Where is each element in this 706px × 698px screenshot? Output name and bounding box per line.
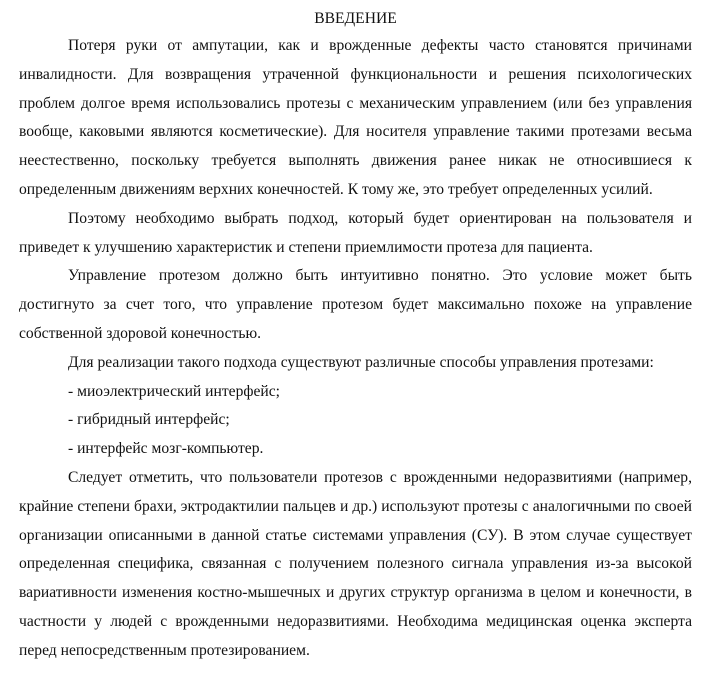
list-item-hybrid: - гибридный интерфейс; (68, 411, 230, 429)
document-title: ВВЕДЕНИЕ (314, 10, 397, 27)
paragraph-intuitive-control: Управление протезом должно быть интуитивно понятно. Это условие может быть достигнуто за счет того, что управление протезом будет максимально похоже на управление собственной здоровой конечностью. (19, 267, 692, 342)
paragraph-congenital: Следует отметить, что пользователи протезов с врожденными недоразвитиями (например, крайние степени брахи, эктродактилии пальцев и др.) используют протезы с аналогичными по своей организации описанными в данной статье системами управления (СУ). В этом случае существует определенная специфика, связанная с получением полезного сигнала управления из-за высокой вариативности изменения костно-мышечных и других структур организма в целом и конечности, в частности у людей с врожденными недоразвитиями. Необходима медицинская оценка эксперта перед непосредственным протезированием. (19, 468, 692, 659)
list-item-bci: - интерфейс мозг-компьютер. (68, 440, 264, 458)
document-page (19, 6, 692, 666)
list-intro: Для реализации такого подхода существуют различные способы управления протезами: (68, 353, 654, 371)
paragraph-approach: Поэтому необходимо выбрать подход, который будет ориентирован на пользователя и приведет к улучшению характеристик и степени приемлимости протеза для пациента. (19, 209, 692, 256)
list-item-myoelectric: - миоэлектрический интерфейс; (68, 382, 281, 400)
paragraph-amputation: Потеря руки от ампутации, как и врожденные дефекты часто становятся причинами инвалидности. Для возвращения утраченной функциональности и решения психологических проблем долгое время использовались протезы с механическим управлением (или без управления вообще, каковыми являются косметические). Для носителя управление такими протезами весьма неестественно, поскольку требуется выполнять движения ранее никак не относившиеся к определенным движениям верхних конечностей. К тому же, это требует определенных усилий. (19, 37, 692, 198)
